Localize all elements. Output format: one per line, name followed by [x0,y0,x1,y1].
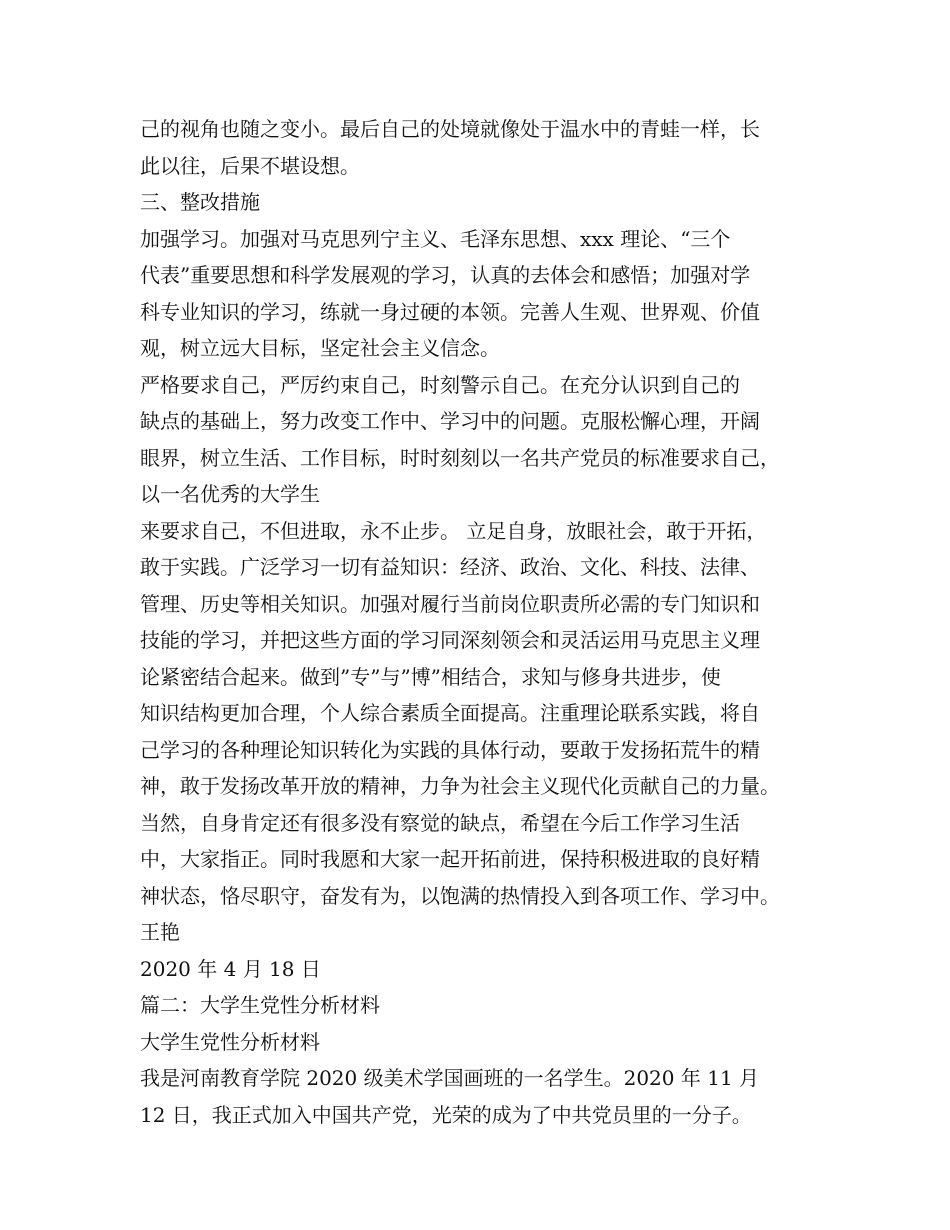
text-line: 己的视角也随之变小。最后自己的处境就像处于温水中的青蛙一样，长 [140,117,760,141]
text-line: 中，大家指正。同时我愿和大家一起开拓前进，保持积极进取的良好精 [140,847,760,871]
text-line: 缺点的基础上，努力改变工作中、学习中的问题。克服松懈心理，开阔 [140,409,760,433]
article-title: 大学生党性分析材料 [140,1029,320,1054]
text-line: 技能的学习，并把这些方面的学习同深刻领会和灵活运用马克思主义理 [140,628,760,652]
text-line: 加强学习。加强对马克思列宁主义、毛泽东思想、xxx 理论、“三个 [140,226,731,251]
text-line: 敢于实践。广泛学习一切有益知识：经济、政治、文化、科技、法律、 [140,555,760,579]
text-line: 以一名优秀的大学生 [140,482,320,506]
text-line: 代表”重要思想和科学发展观的学习，认真的去体会和感悟；加强对学 [140,263,751,287]
document-body [140,111,830,1133]
signature-date: 2020 年 4 月 18 日 [140,956,321,981]
text-line: 己学习的各种理论知识转化为实践的具体行动，要敢于发扬拓荒牛的精 [140,737,760,762]
chapter-heading: 篇二：大学生党性分析材料 [140,993,380,1017]
text-line: 来要求自己，不但进取，永不止步。 立足自身，放眼社会，敢于开拓， [140,518,767,543]
text-line: 论紧密结合起来。做到”专”与”博”相结合，求知与修身共进步，使 [140,664,721,689]
text-line: 严格要求自己，严厉约束自己，时刻警示自己。在充分认识到自己的 [140,372,740,397]
text-line: 观，树立远大目标，坚定社会主义信念。 [140,336,500,360]
section-heading: 三、整改措施 [140,190,260,214]
text-line: 当然，自身肯定还有很多没有察觉的缺点，希望在今后工作学习生活 [140,810,740,835]
text-line: 我是河南教育学院 2020 级美术学国画班的一名学生。2020 年 11 月 [140,1066,760,1090]
text-line: 管理、历史等相关知识。加强对履行当前岗位职责所必需的专门知识和 [140,591,760,616]
text-line: 神，敢于发扬改革开放的精神，力争为社会主义现代化贡献自己的力量。 [140,774,780,798]
text-line: 眼界，树立生活、工作目标，时时刻刻以一名共产党员的标准要求自己， [140,445,780,470]
text-line: 神状态，恪尽职守，奋发有为，以饱满的热情投入到各项工作、学习中。 [140,883,780,908]
text-line: 12 日，我正式加入中国共产党，光荣的成为了中共党员里的一分子。 [140,1102,752,1127]
text-line: 科专业知识的学习，练就一身过硬的本领。完善人生观、世界观、价值 [140,299,760,324]
text-line: 此以往，后果不堪设想。 [140,153,360,178]
signature-name: 王艳 [140,920,180,944]
text-line: 知识结构更加合理，个人综合素质全面提高。注重理论联系实践，将自 [140,701,760,725]
